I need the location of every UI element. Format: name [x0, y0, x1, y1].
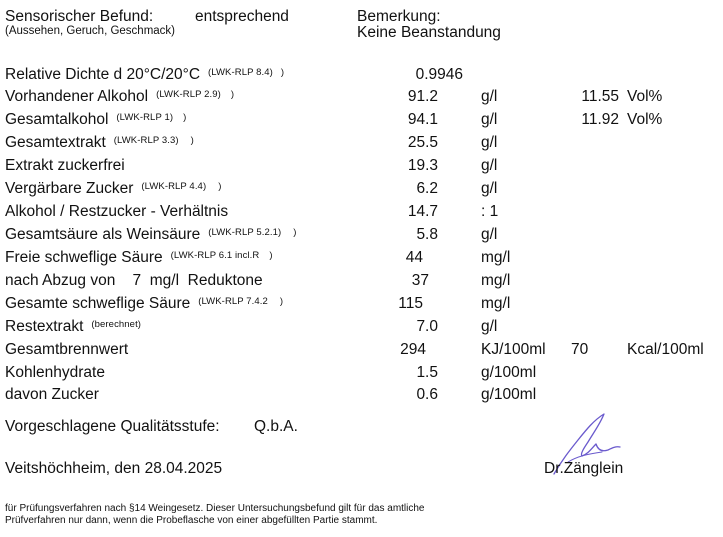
row-method-ref: (LWK-RLP 3.3) — [113, 135, 179, 146]
row-unit: g/l — [481, 157, 498, 174]
remark-value: Keine Beanstandung — [357, 24, 501, 41]
row-value: 7.0 — [416, 318, 438, 335]
row-label: nach Abzug von 7 mg/l Reduktone — [5, 272, 263, 289]
row-method-ref: (LWK-RLP 6.1 incl.R — [170, 250, 260, 261]
row-value: 0.6 — [416, 386, 438, 403]
row-unit: mg/l — [481, 249, 511, 266]
row-label: Kohlenhydrate — [5, 364, 105, 381]
row-method-ref: (berechnet) — [91, 319, 142, 330]
row-unit: g/100ml — [481, 364, 537, 381]
row-label: Restextrakt $^{(berechnet)}$ — [5, 318, 142, 335]
row-extra-value: 11.55 — [581, 88, 619, 105]
sensory-value: entsprechend — [195, 8, 289, 25]
row-unit: g/l — [481, 111, 498, 128]
row-label: Extrakt zuckerfrei — [5, 157, 125, 174]
row-unit: g/l — [481, 180, 498, 197]
quality-value: Q.b.A. — [254, 418, 298, 435]
row-value: 294 — [400, 341, 426, 358]
row-value: 37 — [411, 272, 429, 289]
row-label: Freie schweflige Säure $^{(LWK-RLP 6.1 incl.R}$ ) — [5, 249, 273, 266]
row-label: davon Zucker — [5, 386, 99, 403]
footer-line-1: für Prüfungsverfahren nach §14 Weingesetz. Dieser Untersuchungsbefund gilt für das amtliche — [5, 503, 425, 514]
footer-line-2: Prüfverfahren nur dann, wenn die Probeflasche von einer abgefüllten Partie stammt. — [5, 515, 378, 526]
row-extra-unit: Vol% — [627, 88, 663, 105]
row-method-ref: (LWK-RLP 8.4) — [208, 67, 273, 78]
row-value: 5.8 — [416, 226, 438, 243]
row-unit: g/l — [481, 88, 498, 105]
signature-name: Dr.Zänglein — [544, 460, 624, 477]
sensory-subtitle: (Aussehen, Geruch, Geschmack) — [5, 25, 176, 37]
row-value: 19.3 — [407, 157, 438, 174]
row-label: Alkohol / Restzucker - Verhältnis — [5, 203, 229, 220]
row-extra-value: 11.92 — [581, 111, 619, 128]
quality-label: Vorgeschlagene Qualitätsstufe: — [5, 418, 220, 435]
row-value: 91.2 — [407, 88, 438, 105]
sensory-label: Sensorischer Befund: — [5, 8, 154, 25]
row-unit: mg/l — [481, 272, 511, 289]
row-method-ref: (LWK-RLP 7.4.2 — [198, 296, 268, 307]
row-extra-value: 70 — [571, 341, 589, 358]
row-value: 0.9946 — [415, 66, 463, 83]
row-extra-unit: Kcal/100ml — [627, 341, 704, 358]
row-unit: mg/l — [481, 295, 511, 312]
row-value: 115 — [398, 295, 423, 312]
row-label: Vorhandener Alkohol $^{(LWK-RLP 2.9)}$ ) — [5, 88, 235, 105]
place-date: Veitshöchheim, den 28.04.2025 — [5, 460, 223, 477]
row-unit: g/l — [481, 318, 498, 335]
row-unit: g/100ml — [481, 386, 537, 403]
row-label: Gesamtbrennwert — [5, 341, 129, 358]
row-label: Vergärbare Zucker $^{(LWK-RLP 4.4)}$ ) — [5, 180, 222, 197]
row-value: 14.7 — [407, 203, 438, 220]
row-method-ref: (LWK-RLP 4.4) — [141, 181, 207, 192]
row-value: 6.2 — [416, 180, 438, 197]
row-unit: g/l — [481, 226, 498, 243]
row-label: Gesamtsäure als Weinsäure $^{(LWK-RLP 5.2.1)}$ ) — [5, 226, 297, 243]
row-label: Gesamte schweflige Säure $^{(LWK-RLP 7.4.2}$ ) — [5, 295, 284, 312]
row-value: 44 — [405, 249, 423, 266]
row-unit: g/l — [481, 134, 498, 151]
row-value: 25.5 — [407, 134, 438, 151]
row-method-ref: (LWK-RLP 1) — [116, 112, 174, 123]
row-label: Gesamtextrakt $^{(LWK-RLP 3.3)}$ ) — [5, 134, 194, 151]
remark-label: Bemerkung: — [357, 8, 441, 25]
row-value: 1.5 — [416, 364, 438, 381]
row-method-ref: (LWK-RLP 5.2.1) — [208, 227, 282, 238]
row-label: Relative Dichte d 20°C/20°C $^{(LWK-RLP 8.4)}$ ) — [5, 66, 285, 83]
row-method-ref: (LWK-RLP 2.9) — [156, 89, 221, 100]
row-unit: : 1 — [481, 203, 499, 220]
row-label: Gesamtalkohol $^{(LWK-RLP 1)}$ ) — [5, 111, 187, 128]
row-extra-unit: Vol% — [627, 111, 663, 128]
row-unit: KJ/100ml — [481, 341, 546, 358]
row-value: 94.1 — [407, 111, 438, 128]
